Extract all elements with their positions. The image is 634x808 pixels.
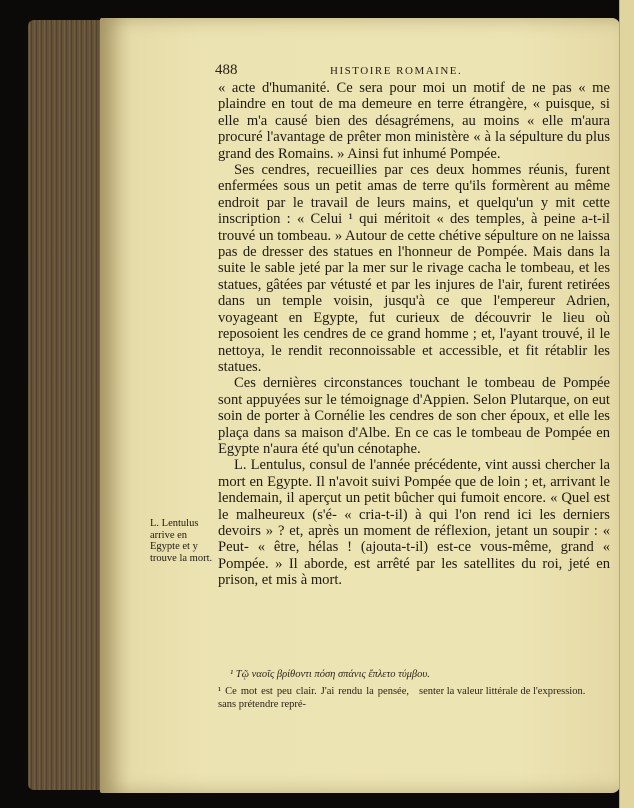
footnotes bbox=[218, 668, 610, 711]
footnote-greek: ¹ Τῷ ναοῖς βρίθοντι πόση σπάνις ἔπλετο τύμβου. bbox=[230, 669, 430, 680]
paragraph: L. Lentulus, consul de l'année précédente, vint aussi chercher la mort en Egypte. Il n'avoit suivi Pompée que de loin ; et, arrivant le lendemain, il aperçut un petit bûcher qui fumoit encore. « Quel est le malheureux (s'é- « cria-t-il) à qui l'on rend ici les derniers devoirs » ? et, après un moment de réflexion, jetant un soupir : « Peut- « être, hélas ! (ajouta-t-il) est-ce vous-même, grand « Pompée. » Il aborde, est arrêté par les satellites du roi, jeté en prison, et mis à mort. bbox=[218, 457, 610, 589]
footnote-column: ¹ Ce mot est peu clair. J'ai rendu la pensée, sans prétendre repré- bbox=[218, 686, 409, 710]
main-text bbox=[218, 80, 610, 589]
paragraph: Ses cendres, recueillies par ces deux hommes réunis, furent enfermées sous un petit amas de terre qu'ils formèrent au même endroit par le travail de leurs mains, et quelqu'un y mit cette inscription : « Celui ¹ qui méritoit « des temples, à peine a-t-il trouvé un tombeau. » Autour de cette chétive sépulture on ne laissa pas de dresser des statues en l'honneur de Pompée. Mais dans la suite le sable jeté par la mer sur le rivage cacha le tombeau, et les statues, gâtées par vétusté et par les injures de l'air, furent retirées dans un temple voisin, jusqu'à ce que l'empereur Adrien, voyageant en Egypte, fut curieux de découvrir le lieu où reposoient les cendres de ce grand homme ; et, l'ayant trouvé, il le nettoya, le rendit reconnoissable et accessible, et fit rétablir les statues. bbox=[218, 162, 610, 375]
page-number: 488 bbox=[215, 62, 238, 78]
next-page-edge bbox=[619, 0, 634, 808]
footnote-column: senter la valeur littérale de l'expression. bbox=[419, 686, 586, 697]
running-title: HISTOIRE ROMAINE. bbox=[330, 65, 463, 77]
paragraph: Ces dernières circonstances touchant le tombeau de Pompée sont appuyées sur le témoignage d'Appien. Selon Plutarque, on eut soin de porter à Cornélie les cendres de son cher époux, et elle les plaça dans sa maison d'Albe. En ce cas le tombeau de Pompée en Egypte n'aura été qu'un cénotaphe. bbox=[218, 375, 610, 457]
paragraph: « acte d'humanité. Ce sera pour moi un motif de ne pas « me plaindre en tout de ma demeure en terre étrangère, « puisque, si elle m'a causé bien des désagrémens, au moins « elle m'aura procuré l'avantage de prêter mon ministère « à la sépulture du plus grand des Romains. » Ainsi fut inhumé Pompée. bbox=[218, 80, 610, 162]
margin-note: L. Lentulus arrive en Egypte et y trouve la mort. bbox=[150, 518, 213, 564]
